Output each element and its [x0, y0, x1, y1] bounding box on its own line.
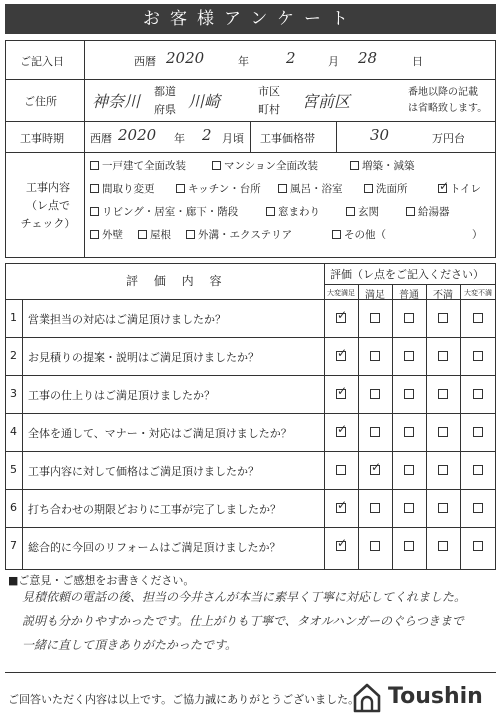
price-unit: 万円台: [432, 132, 465, 145]
work-option[interactable]: 風呂・浴室: [278, 181, 343, 196]
period-year-value: 2020: [118, 126, 157, 144]
rating-checkbox[interactable]: [370, 351, 380, 361]
rating-checkbox-checked[interactable]: [370, 465, 380, 475]
content-label: 工事内容 （レ点で チェック）: [20, 181, 76, 230]
address-pref-label-bottom: 府県: [154, 103, 176, 116]
address-city-value: 川崎: [188, 92, 221, 111]
work-option[interactable]: その他（: [332, 227, 386, 242]
rating-checkbox-checked[interactable]: [336, 313, 346, 323]
rating-checkbox[interactable]: [438, 313, 448, 323]
survey-title: お客様アンケート: [5, 4, 496, 34]
entry-day-value: 28: [358, 49, 378, 67]
entry-era-label: 西暦: [134, 55, 156, 68]
rating-checkbox[interactable]: [404, 427, 414, 437]
question-number: 1: [10, 311, 17, 324]
rating-checkbox[interactable]: [473, 351, 483, 361]
work-option[interactable]: 窓まわり: [266, 204, 320, 219]
rating-checkbox[interactable]: [438, 389, 448, 399]
info-table: [5, 40, 496, 258]
comments-label: ■ご意見・ご感想をお書きください。: [8, 574, 195, 587]
work-option[interactable]: 外溝・エクステリア: [186, 227, 292, 242]
address-city-label-top: 市区: [258, 85, 280, 98]
rating-checkbox[interactable]: [370, 389, 380, 399]
evaluation-header-rating: 評価（レ点をご記入ください）: [330, 268, 484, 281]
footer-text: ご回答いただく内容は以上です。ご協力誠にありがとうございました。: [8, 693, 360, 706]
address-pref-label-top: 都道: [154, 85, 176, 98]
checkbox[interactable]: [186, 230, 195, 239]
rating-checkbox[interactable]: [370, 541, 380, 551]
work-option[interactable]: ✓ トイレ: [438, 181, 481, 196]
rating-checkbox[interactable]: [438, 503, 448, 513]
rating-checkbox[interactable]: [473, 389, 483, 399]
question-text: 全体を通して、マナー・対応はご満足頂けましたか？: [28, 427, 292, 440]
entry-day-unit: 日: [412, 55, 423, 68]
comment-line-2: 説明も分かりやすかったです。仕上がりも丁寧で、タオルハンガーのぐらつきまで: [22, 614, 464, 628]
rating-checkbox[interactable]: [404, 503, 414, 513]
rating-checkbox-checked[interactable]: [336, 503, 346, 513]
question-text: 営業担当の対応はご満足頂けましたか？: [28, 313, 226, 326]
rating-checkbox[interactable]: [473, 503, 483, 513]
rating-checkbox[interactable]: [438, 351, 448, 361]
entry-year-unit: 年: [238, 55, 249, 68]
rating-col-3: 普通: [399, 290, 419, 301]
house-icon: [352, 682, 382, 714]
period-era-label: 西暦: [90, 132, 112, 145]
checkbox[interactable]: [90, 161, 99, 170]
rating-checkbox-checked[interactable]: [336, 351, 346, 361]
checkbox[interactable]: [90, 230, 99, 239]
checkbox[interactable]: [346, 207, 355, 216]
checkbox[interactable]: [138, 230, 147, 239]
period-year-unit: 年: [174, 132, 185, 145]
rating-checkbox[interactable]: [473, 313, 483, 323]
rating-checkbox[interactable]: [473, 427, 483, 437]
work-option[interactable]: リビング・居室・廊下・階段: [90, 204, 238, 219]
work-option[interactable]: 玄関: [346, 204, 379, 219]
rating-checkbox[interactable]: [438, 465, 448, 475]
work-option[interactable]: 間取り変更: [90, 181, 155, 196]
checkbox[interactable]: [332, 230, 341, 239]
rating-checkbox[interactable]: [404, 389, 414, 399]
rating-checkbox[interactable]: [404, 541, 414, 551]
comments-underline: [5, 672, 496, 673]
work-option[interactable]: キッチン・台所: [176, 181, 261, 196]
work-option[interactable]: 増築・減築: [350, 158, 415, 173]
price-label: 工事価格帯: [260, 132, 315, 145]
rating-checkbox-checked[interactable]: [336, 541, 346, 551]
evaluation-header-content: 評 価 内 容: [126, 274, 228, 288]
question-text: 総合的に今回のリフォームはご満足頂けましたか？: [28, 541, 281, 554]
entry-date-label: ご記入日: [20, 55, 64, 68]
other-close: ）: [472, 229, 483, 241]
rating-checkbox[interactable]: [438, 427, 448, 437]
period-month-value: 2: [202, 126, 212, 144]
comment-line-3: 一緒に直して頂きありがたかったです。: [22, 638, 238, 652]
rating-col-1: 大変満足: [327, 289, 355, 297]
address-ward-value: 宮前区: [302, 92, 351, 111]
comment-line-1: 見積依頼の電話の後、担当の今井さんが本当に素早く丁寧に対応してくれました。: [22, 590, 467, 604]
question-text: 工事の仕上りはご満足頂けましたか？: [28, 389, 215, 402]
question-number: 6: [10, 501, 17, 514]
rating-checkbox[interactable]: [438, 541, 448, 551]
rating-checkbox[interactable]: [336, 465, 346, 475]
rating-checkbox[interactable]: [370, 427, 380, 437]
brand-logo: [352, 680, 498, 716]
work-option[interactable]: 屋根: [138, 227, 171, 242]
checkbox[interactable]: [176, 184, 185, 193]
checkbox[interactable]: [90, 207, 99, 216]
rating-checkbox[interactable]: [404, 313, 414, 323]
work-option[interactable]: 一戸建て全面改装: [90, 158, 186, 173]
rating-col-5: 大変不満: [464, 289, 492, 297]
checkbox[interactable]: [212, 161, 221, 170]
rating-checkbox[interactable]: [404, 465, 414, 475]
rating-checkbox-checked[interactable]: [336, 427, 346, 437]
question-number: 2: [10, 349, 17, 362]
checkbox[interactable]: [350, 161, 359, 170]
rating-col-4: 不満: [433, 290, 453, 301]
work-option[interactable]: 外壁: [90, 227, 123, 242]
address-city-label-bottom: 町村: [258, 103, 280, 116]
rating-checkbox[interactable]: [370, 313, 380, 323]
question-number: 4: [10, 425, 17, 438]
question-text: 工事内容に対して価格はご満足頂けましたか？: [28, 465, 259, 478]
address-pref-value: 神奈川: [92, 92, 141, 111]
rating-checkbox[interactable]: [473, 541, 483, 551]
entry-month-value: 2: [286, 49, 296, 67]
price-value: 30: [370, 126, 390, 144]
rating-checkbox[interactable]: [370, 503, 380, 513]
rating-checkbox-checked[interactable]: [336, 389, 346, 399]
rating-checkbox[interactable]: [404, 351, 414, 361]
address-note: 番地以降の記載 は省略致します。: [408, 87, 488, 114]
period-month-unit: 月頃: [222, 132, 244, 145]
question-text: 打ち合わせの期限どおりに工事が完了しましたか？: [28, 503, 281, 516]
question-number: 5: [10, 463, 17, 476]
question-number: 3: [10, 387, 17, 400]
brand-name: Toushin: [388, 684, 483, 709]
checkbox[interactable]: [278, 184, 287, 193]
question-text: お見積りの提案・説明はご満足頂けましたか？: [28, 351, 259, 364]
checkbox[interactable]: [364, 184, 373, 193]
checkbox[interactable]: [406, 207, 415, 216]
entry-year-value: 2020: [166, 49, 205, 67]
rating-checkbox[interactable]: [473, 465, 483, 475]
evaluation-table: [5, 263, 496, 570]
checkbox-checked[interactable]: [438, 184, 447, 193]
question-number: 7: [10, 539, 17, 552]
checkbox[interactable]: [90, 184, 99, 193]
work-option[interactable]: マンション全面改装: [212, 158, 318, 173]
checkbox[interactable]: [266, 207, 275, 216]
address-label: ご住所: [24, 95, 57, 108]
period-label: 工事時期: [20, 132, 64, 145]
work-option[interactable]: 給湯器: [406, 204, 450, 219]
rating-col-2: 満足: [365, 290, 385, 301]
entry-month-unit: 月: [328, 55, 339, 68]
work-option[interactable]: 洗面所: [364, 181, 408, 196]
